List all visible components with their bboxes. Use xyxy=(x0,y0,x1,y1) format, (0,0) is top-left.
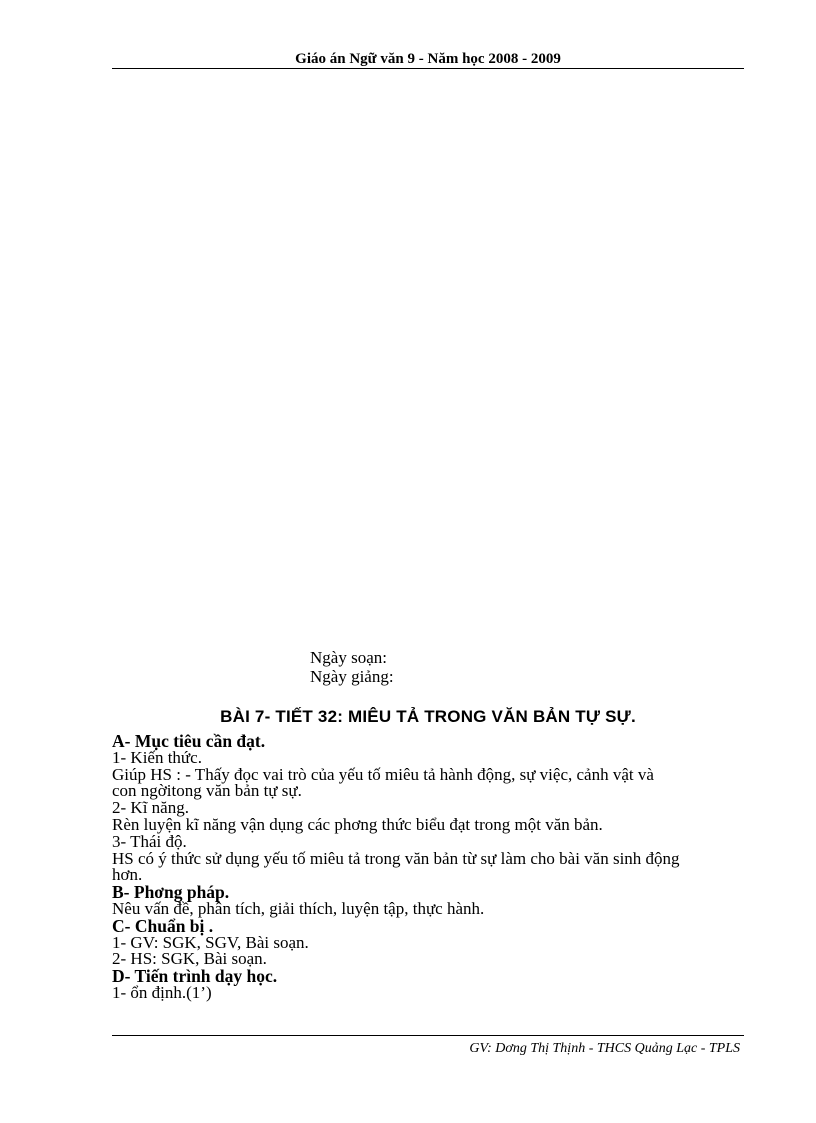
section-c-heading: C- Chuẩn bị . xyxy=(112,915,214,936)
section-c1-text: 1- GV: SGK, SGV, Bài soạn. xyxy=(112,932,309,952)
section-d-heading: D- Tiến trình dạy học. xyxy=(112,966,278,987)
section-b-text: Nêu vấn đề, phân tích, giải thích, luyện tập, thực hành. xyxy=(112,898,485,918)
section-a3-text-line-1: HS có ý thức sử dụng yếu tố miêu tả trong văn bản từ sự làm cho bài văn sinh động xyxy=(112,848,680,868)
page-header: Giáo án Ngữ văn 9 - Năm học 2008 - 2009 xyxy=(295,51,561,67)
section-a-heading: A- Mục tiêu cần đạt. xyxy=(112,731,266,751)
date-prepared-label: Ngày soạn: xyxy=(310,648,387,667)
date-taught-label: Ngày giảng: xyxy=(310,667,394,686)
lesson-title: BÀI 7- TIẾT 32: MIÊU TẢ TRONG VĂN BẢN TỰ SỰ. xyxy=(220,707,636,726)
section-a1-text-line-1: Giúp HS : - Thấy đọc vai trò của yếu tố miêu tả hành động, sự việc, cảnh vật và xyxy=(112,764,654,784)
section-a1-text-line-2: con ngờitong văn bản tự sự. xyxy=(112,781,302,801)
section-b-heading: B- Phơng pháp. xyxy=(112,882,230,903)
footer-divider xyxy=(112,1035,744,1036)
section-a3-heading: 3- Thái độ. xyxy=(112,831,187,851)
section-a1-heading: 1- Kiến thức. xyxy=(112,747,202,767)
date-block xyxy=(310,648,394,686)
section-a3-text-line-2: hơn. xyxy=(112,865,143,885)
page-footer: GV: Dơng Thị Thịnh - THCS Quảng Lạc - TPLS xyxy=(469,1041,740,1056)
lesson-content xyxy=(112,733,744,1002)
section-c2-text: 2- HS: SGK, Bài soạn. xyxy=(112,949,267,969)
section-a2-heading: 2- Kĩ năng. xyxy=(112,798,189,818)
header-divider xyxy=(112,68,744,69)
section-d1-text: 1- ổn định.(1’) xyxy=(112,982,212,1002)
section-a2-text: Rèn luyện kĩ năng vận dụng các phơng thức biểu đạt trong một văn bản. xyxy=(112,814,603,834)
